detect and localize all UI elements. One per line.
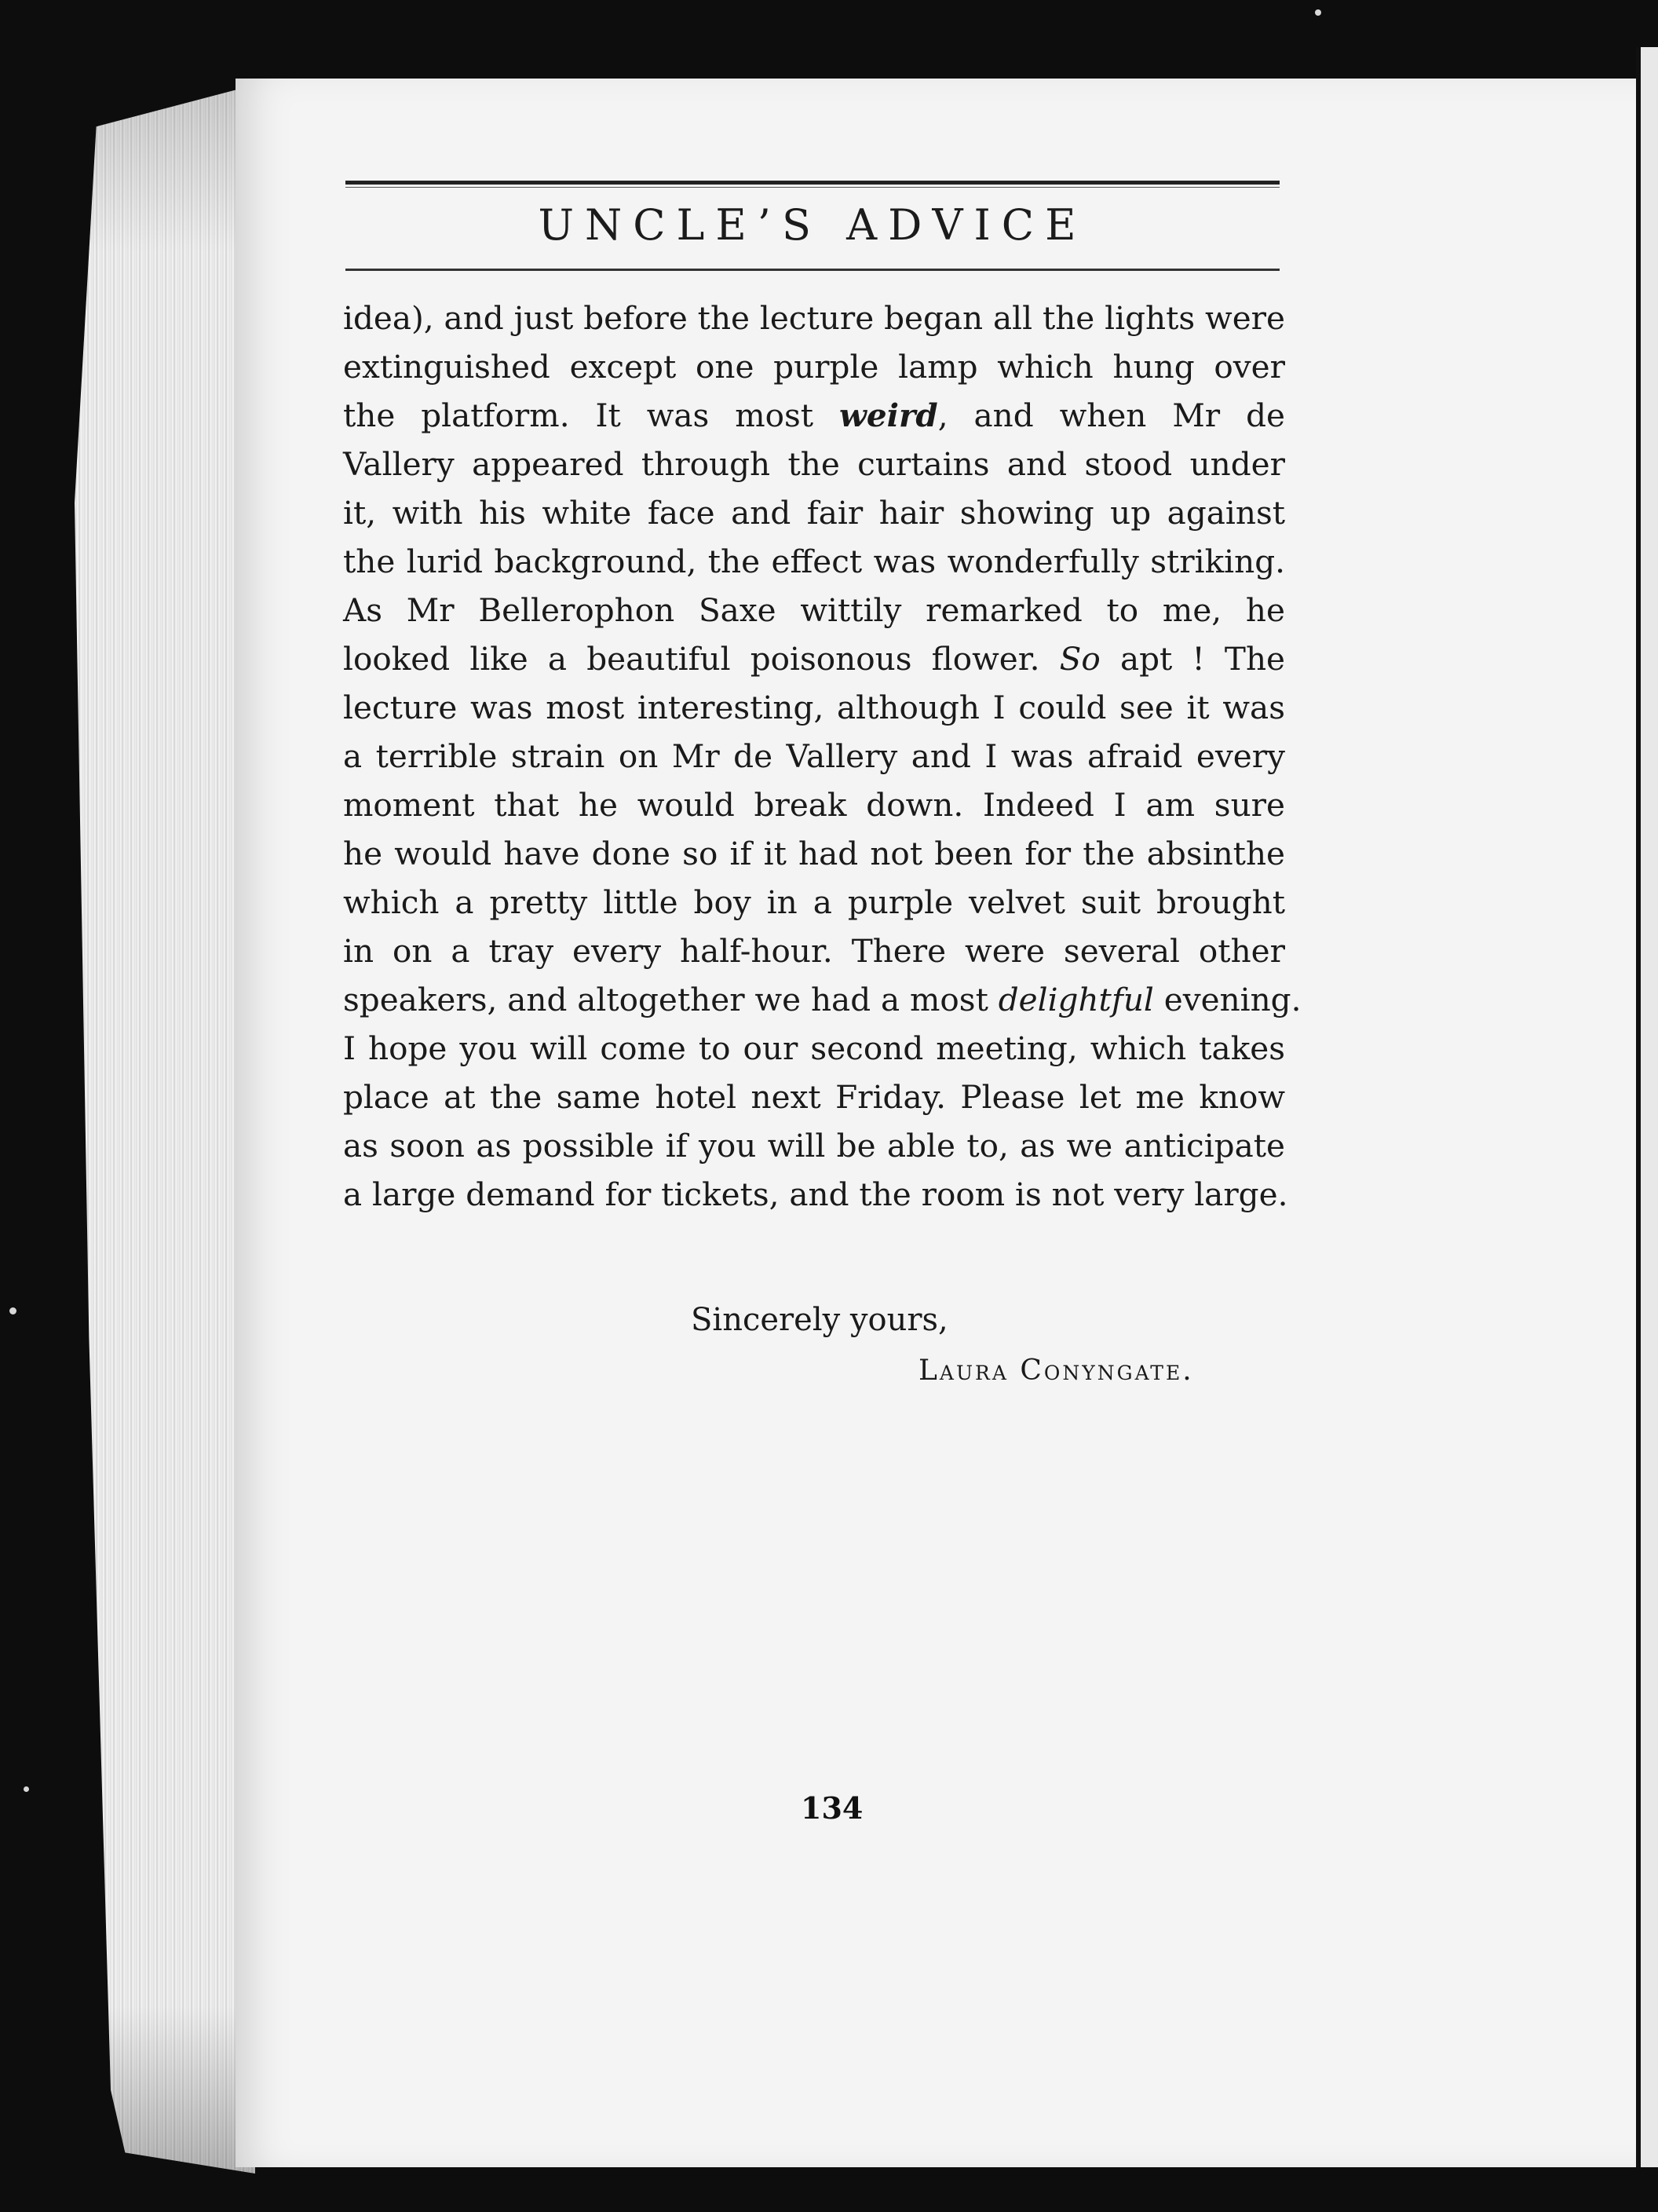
- text-segment: evening.: [1153, 981, 1302, 1018]
- header-rule-top: [345, 181, 1280, 188]
- text-line: [343, 878, 1285, 927]
- text-line: [343, 294, 1285, 342]
- text-segment: idea), and just before the lecture began all the lights were: [343, 299, 1285, 337]
- text-line: [343, 975, 1302, 1024]
- text-line: [343, 1121, 1285, 1170]
- letter-closing: Sincerely yours,: [691, 1302, 948, 1338]
- text-segment: looked like a beautiful poisonous flower.: [343, 640, 1060, 678]
- letter-signature: Laura Conyngate.: [918, 1355, 1194, 1387]
- text-line: [343, 634, 1285, 683]
- text-segment: As Mr Bellerophon Saxe wittily remarked to me, he: [343, 591, 1285, 629]
- text-segment: moment that he would break down. Indeed I am sure: [343, 786, 1285, 824]
- text-segment: the lurid background, the effect was wonderfully striking.: [343, 543, 1285, 580]
- text-line: [343, 1170, 1288, 1219]
- dust-speck: [9, 1307, 16, 1314]
- facing-page-edge: [1636, 47, 1658, 2167]
- text-line: [343, 440, 1285, 488]
- text-segment: which a pretty little boy in a purple velvet suit brought: [343, 883, 1285, 921]
- text-line: [343, 927, 1285, 975]
- text-segment: delightful: [998, 981, 1154, 1018]
- text-segment: he would have done so if it had not been for the absinthe: [343, 835, 1285, 872]
- text-line: [343, 732, 1285, 781]
- text-line: [343, 1073, 1285, 1121]
- text-segment: extinguished except one purple lamp which hung over: [343, 348, 1285, 386]
- header-rule-bottom: [345, 269, 1280, 271]
- text-segment: weird: [839, 397, 938, 434]
- letter-body: [343, 294, 1302, 1219]
- text-line: [343, 586, 1285, 634]
- text-segment: place at the same hotel next Friday. Please let me know: [343, 1078, 1285, 1116]
- running-head: UNCLE’S ADVICE: [538, 200, 1087, 250]
- dust-speck: [1315, 9, 1321, 16]
- text-segment: lecture was most interesting, although I could see it was: [343, 689, 1285, 726]
- text-line: [343, 781, 1285, 829]
- text-segment: speakers, and altogether we had a most: [343, 981, 999, 1018]
- text-line: [343, 342, 1285, 391]
- text-segment: Vallery appeared through the curtains and stood under: [343, 445, 1285, 483]
- text-segment: apt ! The: [1100, 640, 1285, 678]
- text-segment: , and when Mr de: [937, 397, 1285, 434]
- text-line: [343, 829, 1285, 878]
- text-line: [343, 537, 1285, 586]
- text-segment: a large demand for tickets, and the room is not very large.: [343, 1175, 1288, 1213]
- book-page-edges: [75, 85, 255, 2174]
- text-segment: in on a tray every half-hour. There were several other: [343, 932, 1285, 970]
- text-line: [343, 683, 1285, 732]
- page-number: 134: [801, 1790, 864, 1826]
- text-line: [343, 1024, 1285, 1073]
- text-segment: So: [1059, 640, 1101, 678]
- dust-speck: [24, 1786, 29, 1792]
- text-segment: it, with his white face and fair hair showing up against: [343, 494, 1285, 532]
- text-segment: a terrible strain on Mr de Vallery and I was afraid every: [343, 737, 1285, 775]
- text-line: [343, 488, 1285, 537]
- text-segment: the platform. It was most: [343, 397, 840, 434]
- text-segment: as soon as possible if you will be able to, as we anticipate: [343, 1127, 1285, 1164]
- text-segment: I hope you will come to our second meeting, which takes: [343, 1029, 1285, 1067]
- text-line: [343, 391, 1285, 440]
